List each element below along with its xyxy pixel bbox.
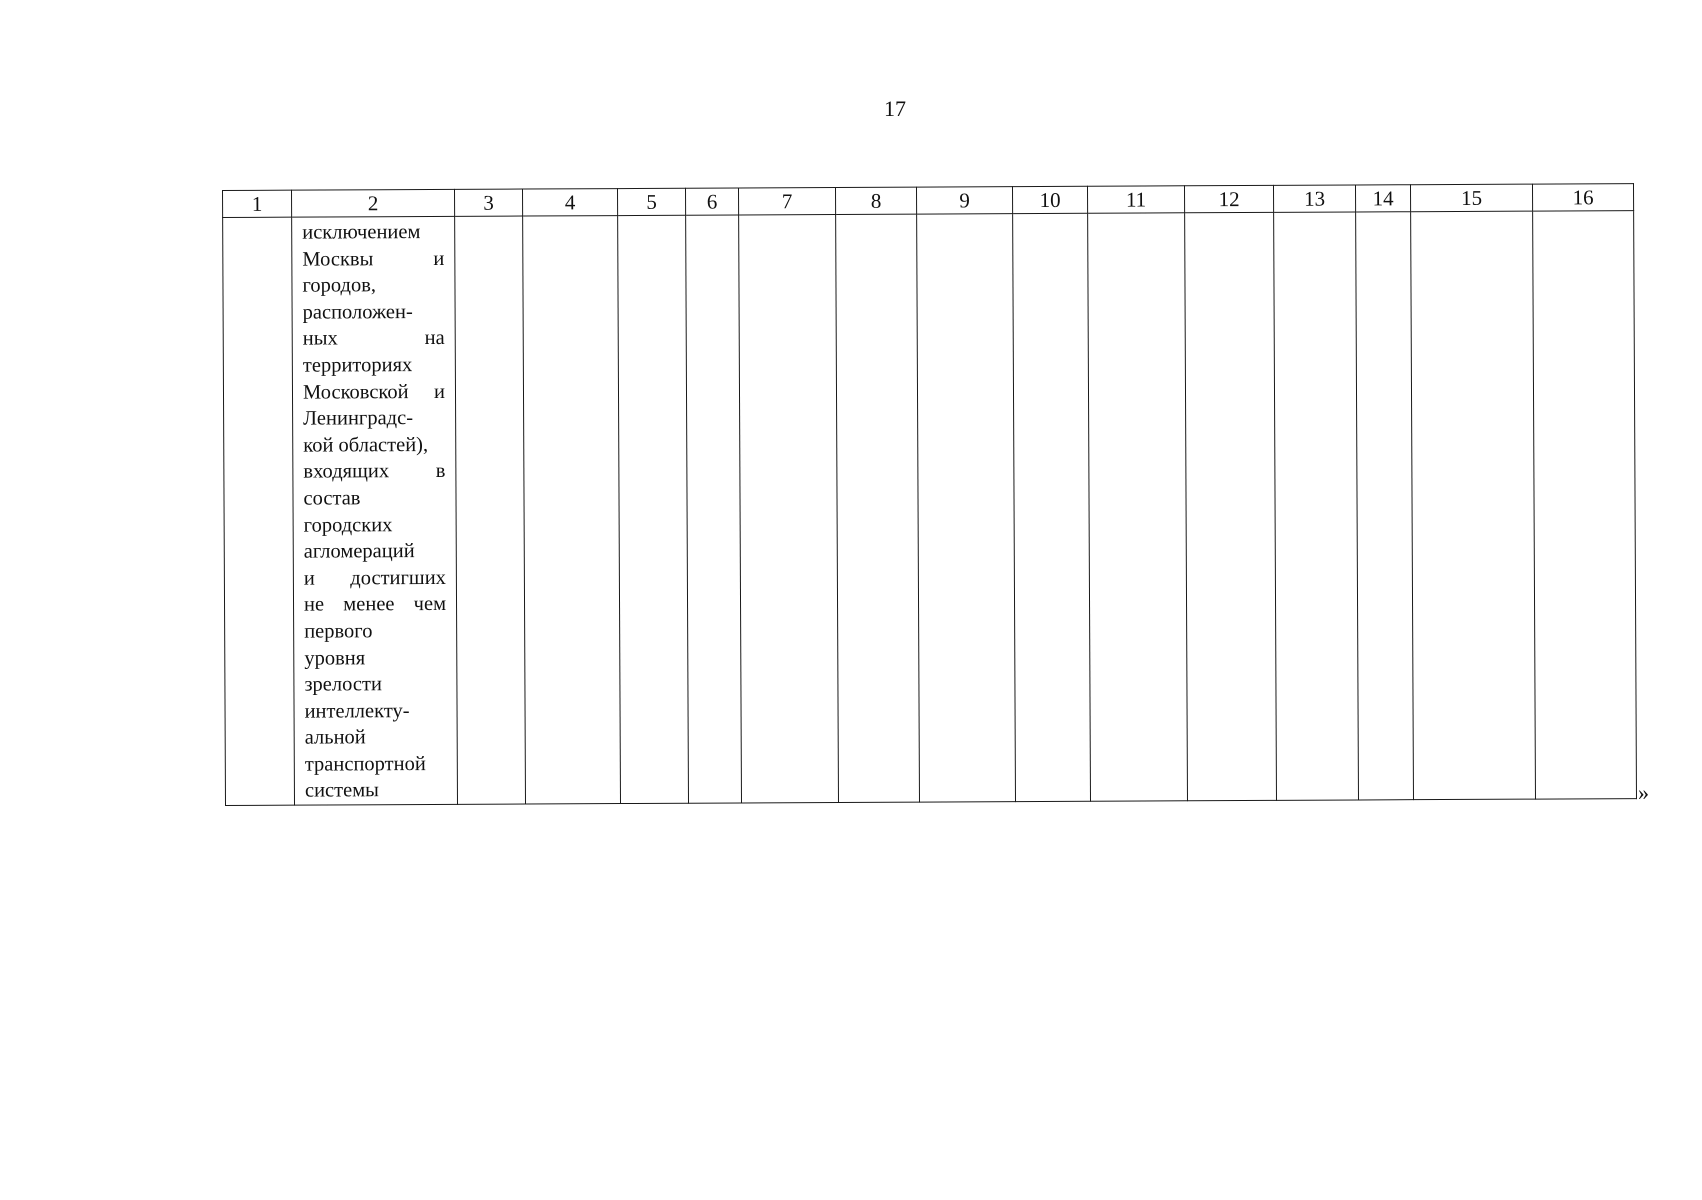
page-number: 17 [884, 96, 906, 121]
cell-col-14 [1356, 212, 1414, 800]
text-line: транспортной [304, 752, 426, 776]
text-line: кой областей), [303, 433, 429, 457]
text-line: ных на [302, 327, 445, 350]
header-cell-9: 9 [916, 187, 1012, 214]
header-cell-13: 13 [1273, 185, 1355, 212]
cell-col-2 [292, 216, 458, 805]
text-line: Ленинградс- [303, 407, 414, 430]
text-line: Москвы и [302, 247, 445, 271]
cell-col-1 [223, 217, 295, 805]
cell-col-7 [739, 215, 839, 804]
closing-quote: » [1638, 780, 1649, 805]
header-cell-7: 7 [738, 188, 835, 215]
text-line: городов, [302, 274, 377, 297]
header-cell-16: 16 [1532, 184, 1633, 211]
data-table [222, 183, 1637, 806]
header-cell-10: 10 [1012, 186, 1087, 213]
text-line: агломераций [303, 540, 415, 563]
text-line: входящих в [303, 460, 446, 483]
cell-col-4 [523, 216, 621, 805]
header-cell-15: 15 [1410, 184, 1532, 212]
cell-col-8 [836, 214, 920, 802]
cell-col-3 [455, 216, 526, 804]
text-line: интеллекту- [304, 699, 410, 723]
text-line: альной [304, 726, 366, 749]
header-cell-3: 3 [454, 189, 522, 216]
header-cell-8: 8 [835, 187, 916, 214]
header-cell-6: 6 [685, 188, 738, 215]
header-cell-1: 1 [223, 190, 292, 217]
cell-col-16 [1533, 211, 1637, 800]
text-line: не менее чем [303, 593, 447, 616]
text-line: зрелости [304, 673, 382, 696]
header-cell-4: 4 [522, 189, 617, 216]
text-line: территориях [302, 354, 413, 377]
text-line: исключением [302, 221, 421, 244]
header-cell-11: 11 [1087, 186, 1184, 213]
table-row [223, 211, 1637, 806]
cell-col-5 [618, 215, 689, 803]
cell-col-10 [1013, 213, 1091, 801]
header-cell-5: 5 [617, 188, 685, 215]
header-cell-2: 2 [292, 189, 455, 217]
cell-col-11 [1088, 213, 1188, 802]
text-line: расположен- [302, 300, 413, 324]
text-line: первого [304, 620, 373, 643]
text-line: городских [303, 513, 393, 537]
cell-col-12 [1185, 212, 1277, 800]
cell-col-13 [1274, 212, 1359, 800]
text-line: системы [304, 779, 379, 803]
text-line: уровня [304, 646, 366, 670]
cell-description [292, 217, 456, 805]
cell-col-15 [1411, 211, 1536, 800]
header-cell-12: 12 [1184, 185, 1273, 212]
text-line: и достигших [303, 566, 446, 590]
text-line: состав [303, 487, 361, 510]
header-cell-14: 14 [1355, 185, 1410, 212]
cell-col-6 [686, 215, 742, 803]
cell-col-9 [917, 214, 1016, 803]
text-line: Московской и [302, 380, 446, 404]
